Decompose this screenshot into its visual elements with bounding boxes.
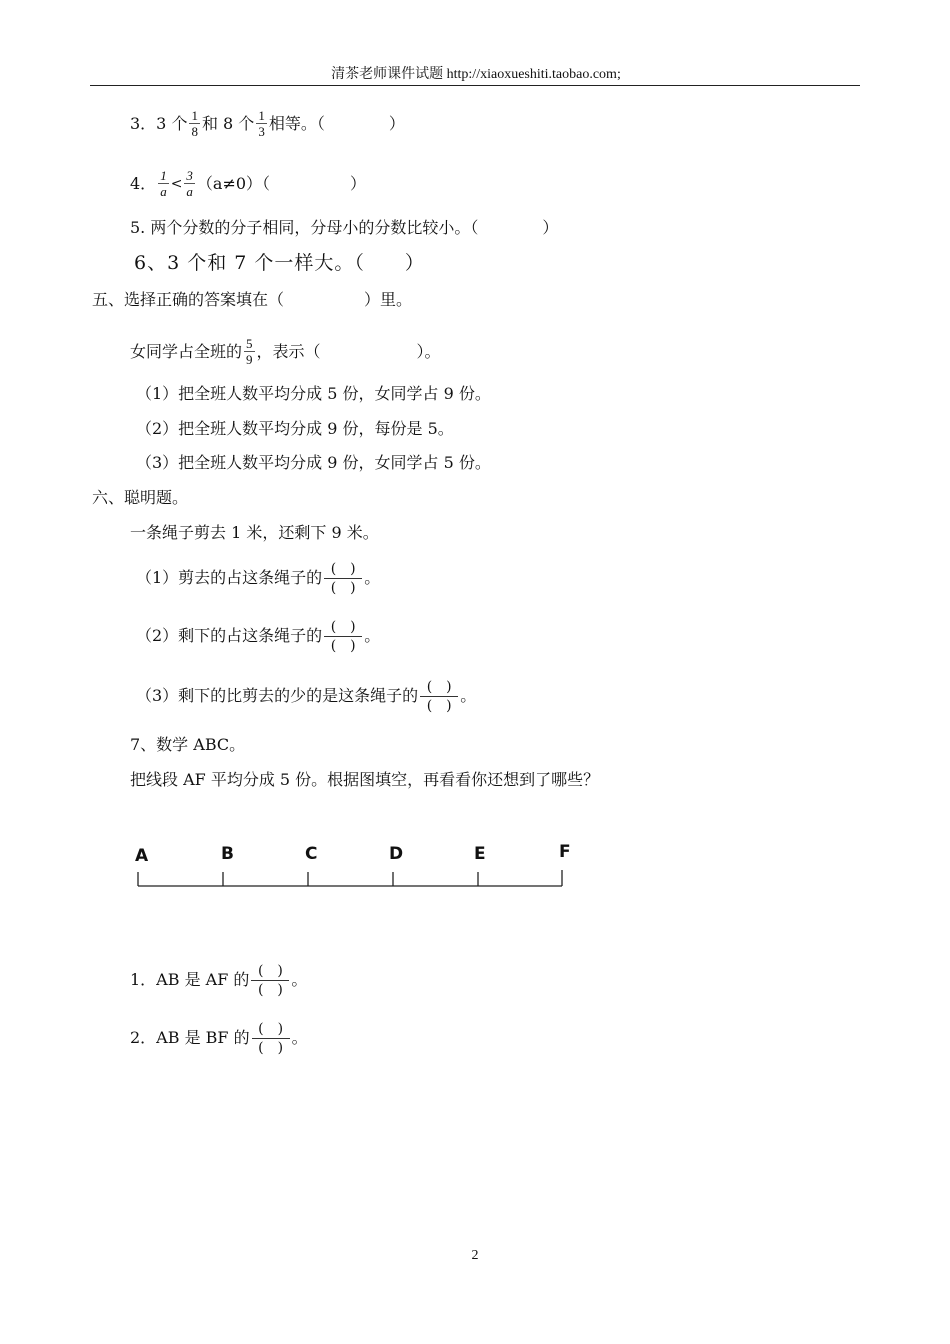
- q3-text-c: 相等。（ ）: [268, 113, 405, 133]
- blank-den: ( ): [330, 579, 356, 596]
- q3-f1-den: 8: [191, 124, 198, 139]
- q3-f2-den: 3: [258, 124, 265, 139]
- period: 。: [291, 970, 308, 989]
- s5-option-2: （2）把全班人数平均分成 9 份，每份是 5。: [136, 419, 454, 438]
- s7-q1-fraction-blank: [251, 962, 289, 999]
- blank-num: ( ): [420, 678, 458, 697]
- q4-text-c: （a≠0）（ ）: [196, 173, 367, 193]
- label-e: E: [474, 844, 486, 864]
- segment-line-svg: [134, 840, 574, 900]
- s6-q2-text: （2）剩下的占这条绳子的: [136, 626, 323, 645]
- period: 。: [364, 626, 381, 645]
- q4-text-a: 4．: [130, 173, 157, 193]
- s6-q2-fraction-blank: [324, 618, 362, 655]
- s5-option-3: （3）把全班人数平均分成 9 份，女同学占 5 份。: [136, 453, 491, 472]
- period: 。: [460, 686, 477, 705]
- blank-den: ( ): [426, 697, 452, 714]
- q4-f1-num: 1: [160, 168, 167, 183]
- s6-question-3: [136, 676, 476, 716]
- label-d: D: [389, 844, 404, 864]
- section-6-title: 六、聪明题。: [92, 488, 189, 507]
- label-f: F: [559, 842, 571, 862]
- q4-fraction-2: [184, 168, 195, 199]
- q3-text-b: 和 8 个: [201, 113, 255, 133]
- section-7-stem: 把线段 AF 平均分成 5 份。根据图填空，再看看你还想到了哪些？: [130, 770, 600, 789]
- label-b: B: [221, 844, 234, 864]
- s7-q2-fraction-blank: [252, 1020, 290, 1057]
- q3-f1-num: 1: [191, 108, 198, 123]
- question-6: 6、3 个和 7 个一样大。（ ）: [134, 252, 425, 274]
- blank-den: ( ): [258, 1039, 284, 1056]
- period: 。: [364, 568, 381, 587]
- s7-q2-text: 2．AB 是 BF 的: [130, 1028, 250, 1047]
- label-c: C: [305, 844, 318, 864]
- section-6-stem: 一条绳子剪去 1 米，还剩下 9 米。: [130, 523, 379, 542]
- s7-question-2: [130, 1018, 308, 1058]
- s7-q1-text: 1．AB 是 AF 的: [130, 970, 250, 989]
- page-number: 2: [471, 1248, 479, 1263]
- s5-fraction: [244, 336, 255, 367]
- s5-option-1: （1）把全班人数平均分成 5 份，女同学占 9 份。: [136, 384, 491, 403]
- question-4: [130, 168, 366, 199]
- section-5-stem: [130, 336, 441, 367]
- q3-fraction-2: [256, 108, 267, 139]
- blank-num: ( ): [324, 618, 362, 637]
- section-5-title: 五、选择正确的答案填在（ ）里。: [92, 290, 413, 309]
- page-header: 清茶老师课件试题 http://xiaoxueshiti.taobao.com;: [331, 67, 621, 82]
- s5-stem-b: ，表示（ ）。: [256, 341, 441, 361]
- s6-question-2: [136, 616, 380, 656]
- s7-question-1: [130, 960, 307, 1000]
- header-rule: [90, 85, 860, 86]
- section-7-title: 7、数学 ABC。: [130, 735, 246, 754]
- q4-f2-num: 3: [186, 168, 193, 183]
- blank-num: ( ): [324, 560, 362, 579]
- question-3: [130, 108, 405, 139]
- label-a: A: [135, 846, 149, 866]
- q3-text-a: 3．3 个: [130, 113, 188, 133]
- s5-f-den: 9: [246, 352, 253, 367]
- q4-less-than: <: [170, 175, 183, 192]
- s6-q3-fraction-blank: [420, 678, 458, 715]
- blank-num: ( ): [252, 1020, 290, 1039]
- period: 。: [291, 1028, 308, 1047]
- s5-f-num: 5: [246, 336, 253, 351]
- s6-q1-fraction-blank: [324, 560, 362, 597]
- q3-f2-num: 1: [258, 108, 265, 123]
- blank-num: ( ): [251, 962, 289, 981]
- q4-f1-den: a: [160, 184, 167, 199]
- q3-fraction-1: [189, 108, 200, 139]
- q4-fraction-1: [158, 168, 169, 199]
- q4-f2-den: a: [186, 184, 193, 199]
- s6-q3-text: （3）剩下的比剪去的少的是这条绳子的: [136, 686, 419, 705]
- question-5: 5. 两个分数的分子相同，分母小的分数比较小。（ ）: [130, 218, 559, 237]
- blank-den: ( ): [330, 637, 356, 654]
- blank-den: ( ): [257, 981, 283, 998]
- s6-q1-text: （1）剪去的占这条绳子的: [136, 568, 323, 587]
- s5-stem-a: 女同学占全班的: [130, 341, 243, 361]
- s6-question-1: [136, 558, 380, 598]
